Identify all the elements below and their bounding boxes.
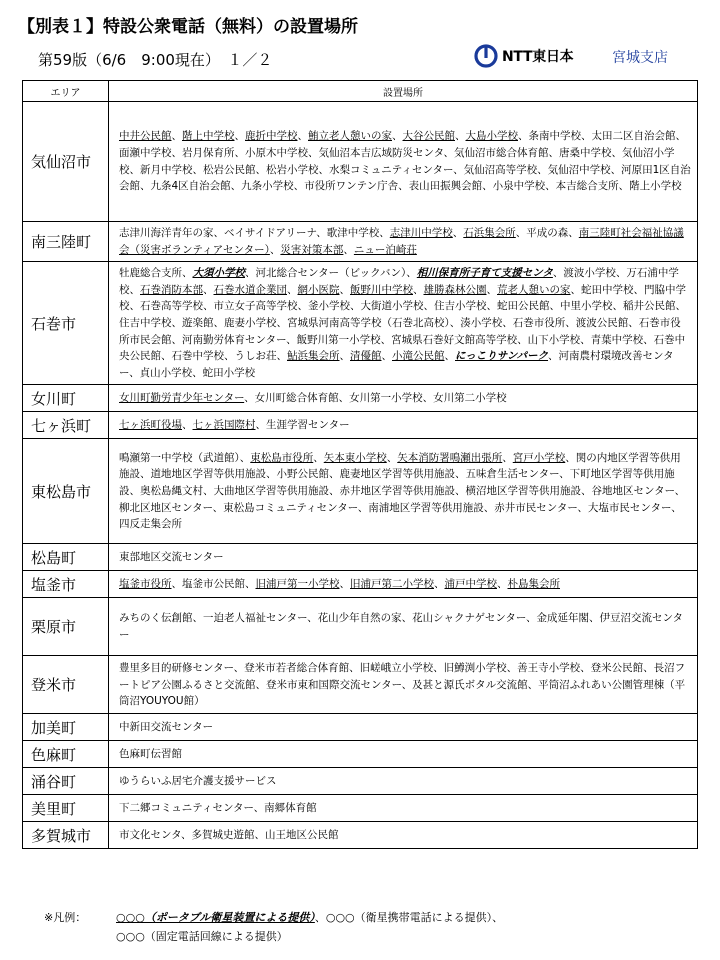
- area-cell: 南三陸町: [23, 222, 109, 262]
- area-cell: 石巻市: [23, 262, 109, 385]
- table-row: [23, 385, 698, 412]
- places-cell: [109, 439, 698, 544]
- legend-fixed: ○○○（固定電話回線による提供）: [116, 930, 288, 943]
- place-text: 、女川町総合体育館、女川第一小学校、女川第二小学校: [244, 392, 507, 405]
- table-header-row: [23, 81, 698, 102]
- place-name: 災害対策本部: [280, 243, 344, 256]
- place-name: 網小医院: [297, 283, 340, 296]
- places-cell: [109, 385, 698, 412]
- place-text: 、: [455, 130, 466, 143]
- place-name: 東松島市役所: [250, 451, 314, 464]
- place-name: 荒老人憩いの家: [497, 283, 571, 296]
- area-cell: 気仙沼市: [23, 102, 109, 222]
- table-row: [23, 714, 698, 741]
- area-cell: 松島町: [23, 544, 109, 571]
- place-text: 、塩釜市公民館、: [171, 578, 256, 591]
- place-name: 中井公民館: [119, 130, 172, 143]
- place-name: 矢本東小学校: [323, 451, 387, 464]
- table-row: [23, 598, 698, 656]
- place-name: 鮎浜集会所: [287, 350, 340, 363]
- place-name: 小滝公民館: [392, 350, 445, 363]
- table-row: [23, 439, 698, 544]
- area-cell: 栗原市: [23, 598, 109, 656]
- area-cell: 東松島市: [23, 439, 109, 544]
- page-title: 【別表１】特設公衆電話（無料）の設置場所: [18, 17, 358, 37]
- column-header-places: 設置場所: [109, 81, 698, 102]
- place-text: 、: [497, 578, 508, 591]
- place-name: 石巻水道企業団: [213, 283, 287, 296]
- place-text: 、関の内地区学習等供用施設、道地地区学習等供用施設、小野公民館、鹿妻地区学習等供用施設、五味倉生活センター、下町地区学習等供用施設、奥松島縄文村、大曲地区学習等供用施設、赤井地区学習等供用施設、横沼地区学習等供用施設、谷地地区センター、柳北区地区センター、東松島コミュニティセンター、南浦地区学習等供用施設、赤井市民センター、大塩市民センター、四反走集会所: [119, 451, 686, 531]
- place-text: 、: [386, 451, 398, 464]
- place-text: 、: [339, 283, 350, 296]
- place-text: 志津川海洋青年の家、ベイサイドアリーナ、歌津中学校、: [119, 227, 390, 239]
- place-name: 浦戸中学校: [444, 578, 497, 591]
- place-text: 、: [343, 243, 354, 256]
- place-text: 市文化センタ、多賀城史遊館、山王地区公民館: [119, 829, 339, 842]
- place-name: 女川町勤労青少年センター: [119, 392, 245, 405]
- place-name: 大谷公民館: [402, 130, 455, 143]
- area-cell: 女川町: [23, 385, 109, 412]
- place-name: 矢本消防署鳴瀬出張所: [397, 451, 503, 464]
- place-name: 旧浦戸第一小学校: [255, 578, 340, 591]
- place-name: 石浜集会所: [463, 227, 516, 239]
- table-row: [23, 656, 698, 714]
- place-text: 、: [413, 283, 424, 296]
- places-cell: [109, 412, 698, 439]
- legend-separator: 、: [492, 911, 504, 924]
- place-name: 飯野川中学校: [350, 283, 413, 296]
- place-name: 宮戸小学校: [512, 451, 566, 464]
- table-row: [23, 262, 698, 385]
- place-name: 鹿折中学校: [245, 130, 298, 143]
- place-text: 、: [381, 350, 392, 363]
- place-name: 大須小学校: [192, 267, 245, 280]
- place-text: 、: [269, 243, 281, 256]
- logo-text: NTT東日本: [502, 49, 574, 65]
- area-cell: 多賀城市: [23, 822, 109, 849]
- place-name: 塩釜市役所: [119, 578, 172, 591]
- place-name: 旧浦戸第二小学校: [350, 578, 434, 591]
- place-name: ニュー泊崎荘: [353, 243, 417, 256]
- place-text: 下二郷コミュニティセンター、南郷体育館: [119, 802, 317, 815]
- place-text: 、蛇田中学校、門脇中学校、石巻高等学校、市立女子高等学校、釜小学校、大街道小学校、住吉小学校、蛇田公民館、中里小学校、稲井公民館、住吉中学校、遊楽館、鹿妻小学校、宮城県河南高等学校（石巻北高校）、湊小学校、石巻市役所、渡波公民館、石巻市役所市民会館、河南勤労体育センター、飯野川第一小学校、宮城県石巻好文館高等学校、山下小学校、青葉中学校、石巻中央公民館、石巻中学校、うしお荘、: [119, 283, 686, 363]
- place-text: 、: [502, 451, 513, 464]
- place-name: 朴島集会所: [507, 578, 560, 591]
- place-text: 、: [339, 578, 350, 591]
- place-name: 石巻消防本部: [140, 283, 203, 296]
- place-text: 中新田交流センター: [119, 721, 214, 734]
- place-name: にっこりサンパーク: [455, 350, 549, 363]
- place-name: 大島小学校: [465, 130, 518, 143]
- table-row: [23, 412, 698, 439]
- place-name: 清優館: [350, 350, 382, 363]
- table-row: [23, 795, 698, 822]
- place-name: 南三陸町社会福祉協議会（災害ボランティアセンター）: [119, 227, 684, 256]
- places-cell: [109, 544, 698, 571]
- place-name: 七ヶ浜国際村: [192, 419, 256, 432]
- places-cell: [109, 262, 698, 385]
- place-text: 豊里多目的研修センター、登米市若者総合体育館、旧嵯峨立小学校、旧鱒渕小学校、善王寺小学校、登米公民館、長沼フートピア公園ふるさと交流館、登米市東和国際交流センター、及甚と源氏ボタル交流館、平筒沼ふれあい公園管理棟（平筒沼YOUYOU館）: [119, 661, 686, 708]
- column-header-area: エリア: [23, 81, 109, 102]
- places-cell: [109, 102, 698, 222]
- locations-table: [22, 80, 698, 849]
- area-cell: 美里町: [23, 795, 109, 822]
- ntt-logo-icon: [474, 44, 498, 68]
- place-text: 、河南農村環境改善センター、貞山小学校、蛇田小学校: [119, 350, 674, 379]
- place-text: 、生涯学習センター: [255, 419, 350, 432]
- branch-name: 宮城支店: [612, 50, 668, 66]
- place-text: 、平成の森、: [515, 227, 579, 239]
- place-name: 七ヶ浜町役場: [119, 419, 182, 432]
- place-text: 、: [182, 419, 193, 432]
- places-cell: [109, 598, 698, 656]
- place-text: 、: [313, 451, 324, 464]
- place-text: 、: [297, 130, 308, 143]
- place-text: 、: [452, 227, 464, 239]
- place-text: 、: [486, 283, 497, 296]
- places-cell: [109, 222, 698, 262]
- place-name: 鮪立老人憩いの家: [308, 130, 392, 143]
- place-text: 、河北総合センター（ビックバン）、: [245, 267, 417, 280]
- legend-label: ※凡例：: [44, 911, 87, 924]
- places-cell: [109, 656, 698, 714]
- place-text: 、条南中学校、太田二区自治会館、面瀬中学校、岩月保育所、小原木中学校、気仙沼本吉広域防災センタ、気仙沼市総合体育館、唐桑中学校、気仙沼小学校、新月中学校、松岩公民館、松岩小学校、水梨コミュニティセンター、気仙沼高等学校、気仙沼中学校、河原田1区自治会館、九条4区自治会館、九条小学校、市役所ワンテン庁舎、表山田振興会館、小泉中学校、本吉総合支所、階上小学校: [119, 130, 691, 193]
- place-text: 鳴瀬第一中学校（武道館）、: [119, 451, 251, 464]
- place-name: 相川保育所子育て支援センタ: [416, 267, 553, 280]
- table-row: [23, 102, 698, 222]
- table-row: [23, 768, 698, 795]
- place-text: 、: [171, 130, 182, 143]
- places-cell: [109, 714, 698, 741]
- place-name: 志津川中学校: [389, 227, 453, 239]
- place-text: 、渡波小学校、万石浦中学校、: [119, 267, 679, 296]
- legend: [44, 908, 503, 946]
- place-text: 、: [234, 130, 245, 143]
- place-text: 、: [339, 350, 350, 363]
- area-cell: 色麻町: [23, 741, 109, 768]
- place-text: みちのく伝創館、一迫老人福祉センター、花山少年自然の家、花山シャクナゲセンター、金成延年閣、伊豆沼交流センター: [119, 612, 684, 641]
- place-name: 雄勝森林公園: [423, 283, 487, 296]
- place-text: 色麻町伝習館: [119, 748, 182, 761]
- place-text: 、: [287, 283, 298, 296]
- edition-label: 第59版（6/6 9:00現在） １／２: [38, 51, 273, 69]
- table-row: [23, 571, 698, 598]
- place-name: 階上中学校: [182, 130, 235, 143]
- area-cell: 涌谷町: [23, 768, 109, 795]
- table-row: [23, 544, 698, 571]
- place-text: 、: [392, 130, 403, 143]
- place-text: 、: [434, 578, 445, 591]
- place-text: 、: [444, 350, 455, 363]
- places-cell: [109, 822, 698, 849]
- table-row: [23, 222, 698, 262]
- table-row: [23, 822, 698, 849]
- place-text: ゆうらいふ居宅介護支援サービス: [119, 775, 277, 788]
- places-cell: [109, 741, 698, 768]
- place-text: 東部地区交流センター: [119, 551, 224, 564]
- table-row: [23, 741, 698, 768]
- legend-satellite: ○○○（衛星携帯電話による提供）: [325, 911, 493, 924]
- ntt-logo: [474, 44, 573, 68]
- place-text: 牡鹿総合支所、: [119, 267, 193, 280]
- legend-separator: 、: [314, 911, 326, 924]
- area-cell: 登米市: [23, 656, 109, 714]
- place-text: 、: [203, 283, 214, 296]
- area-cell: 塩釜市: [23, 571, 109, 598]
- legend-portable: ○○○（ポータブル衛星装置による提供）: [116, 911, 315, 924]
- places-cell: [109, 571, 698, 598]
- places-cell: [109, 795, 698, 822]
- places-cell: [109, 768, 698, 795]
- area-cell: 七ヶ浜町: [23, 412, 109, 439]
- area-cell: 加美町: [23, 714, 109, 741]
